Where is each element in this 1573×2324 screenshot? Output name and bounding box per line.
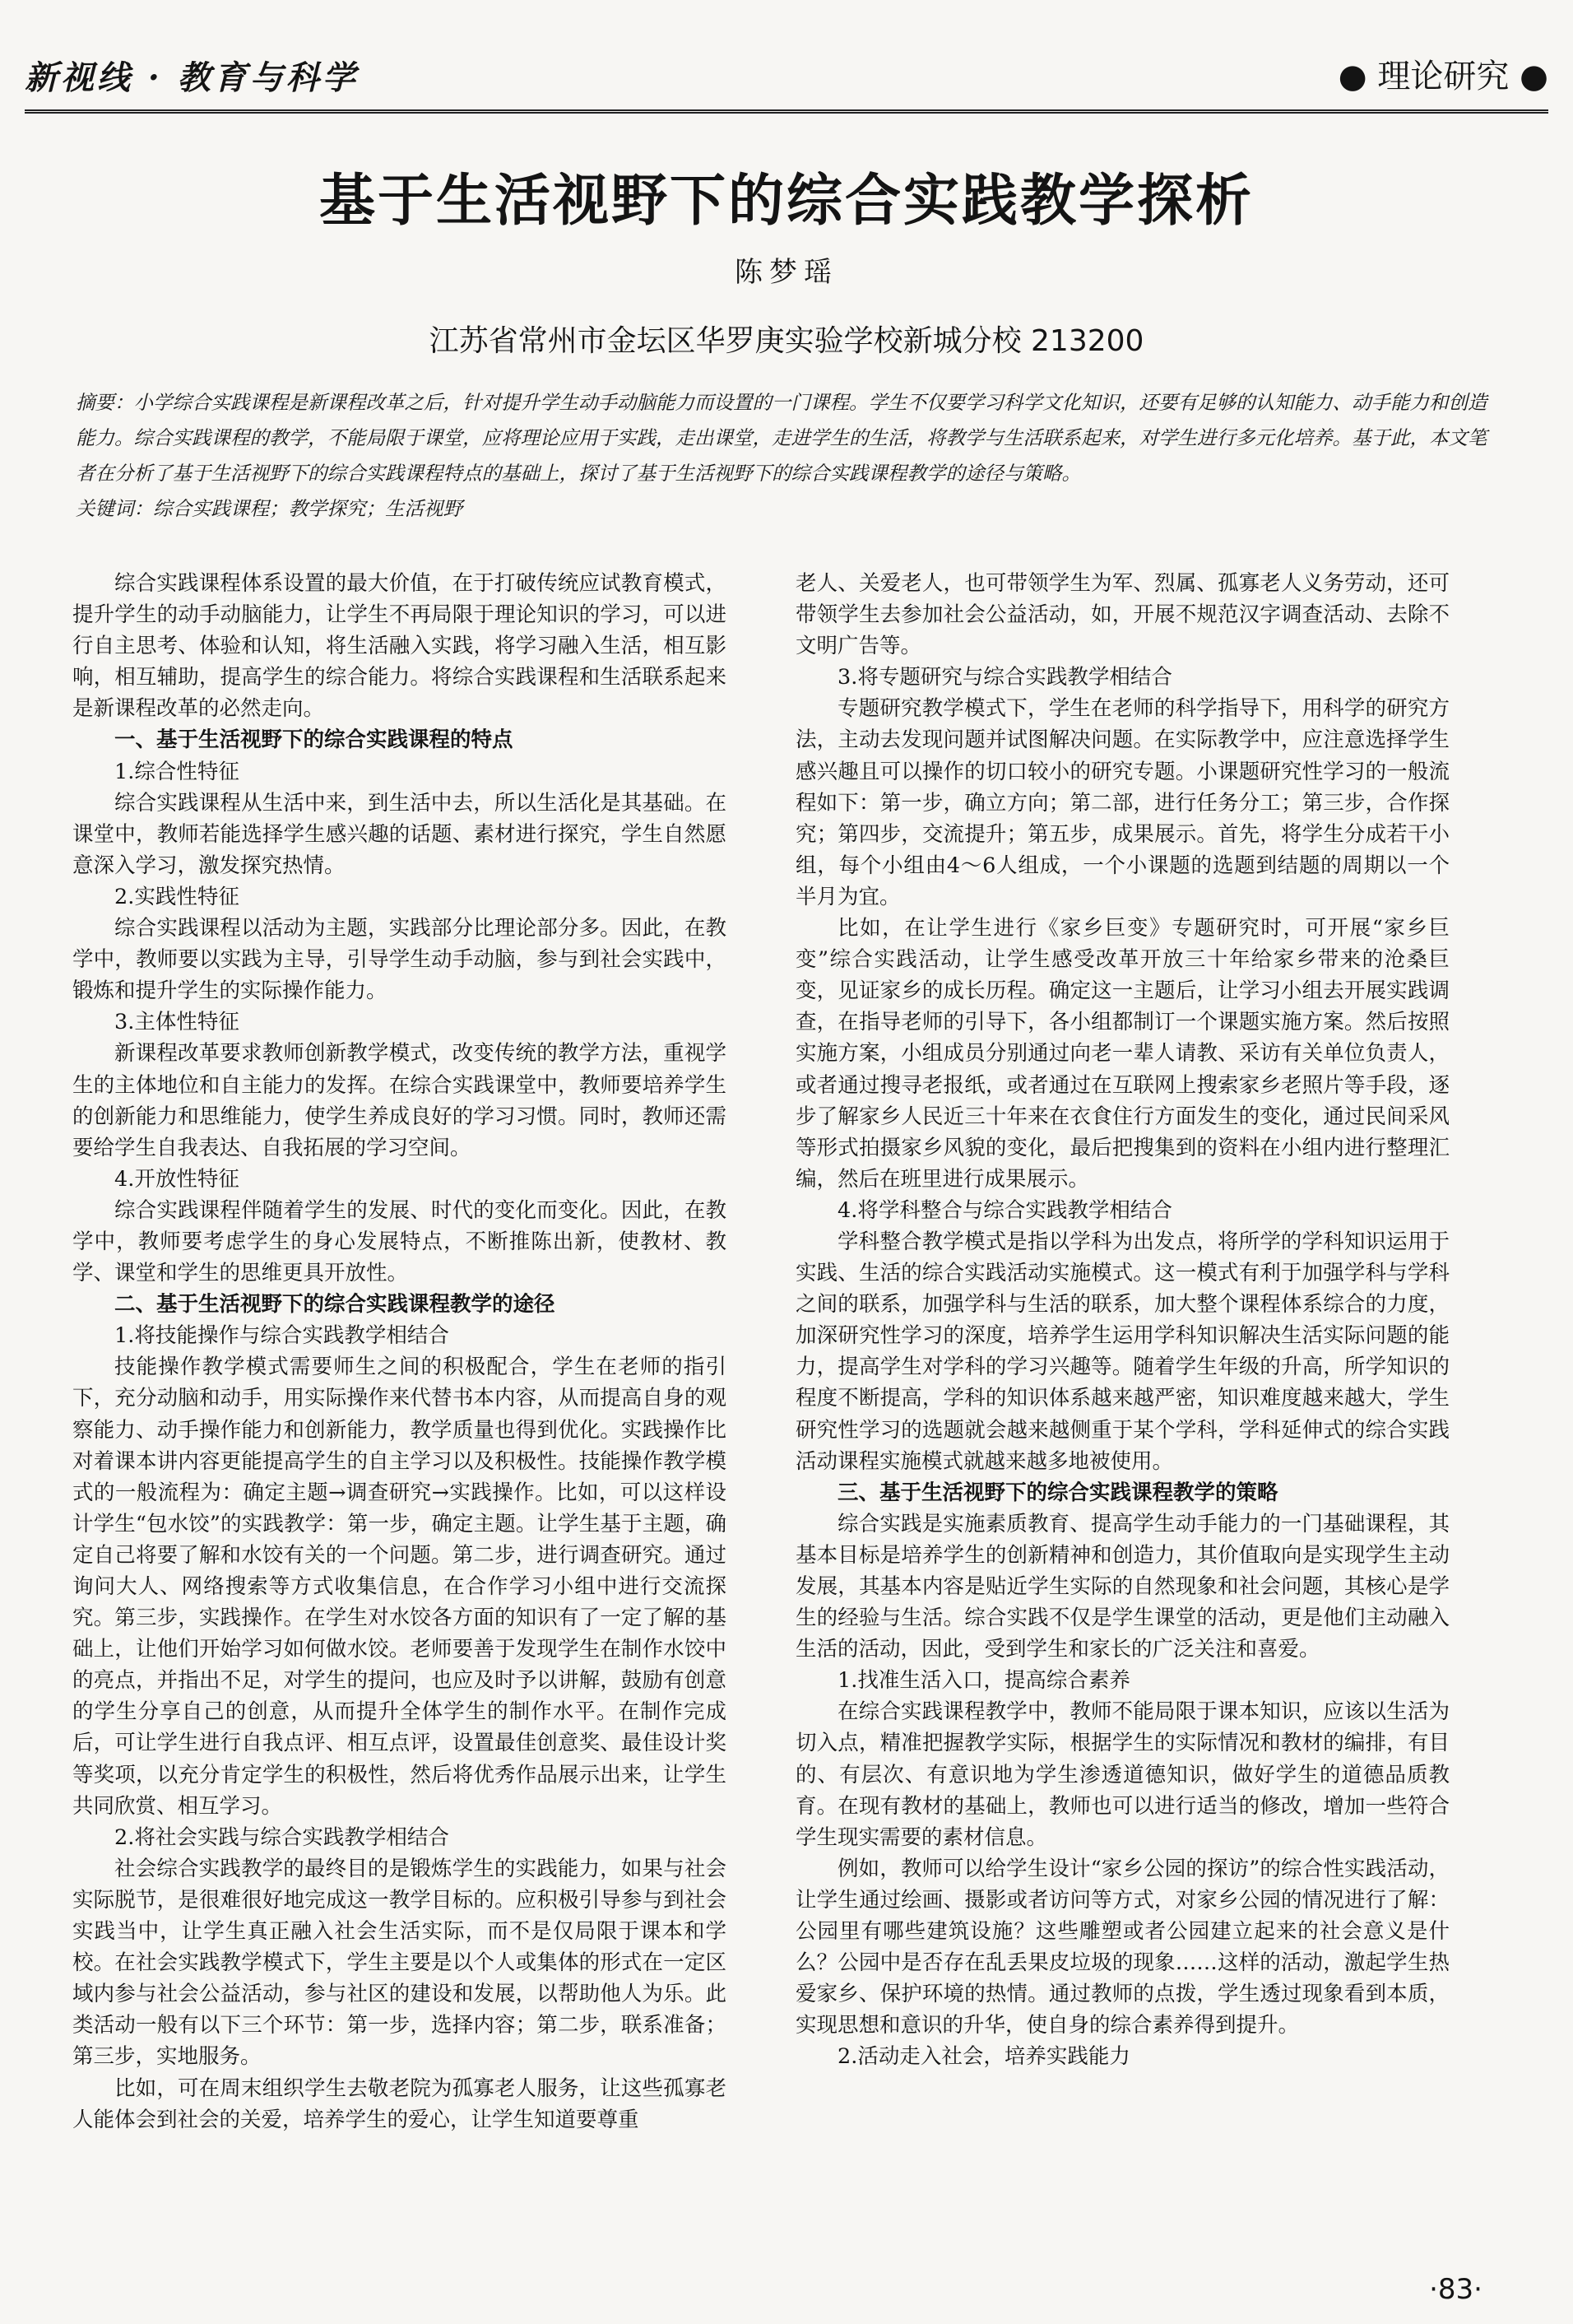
body-paragraph: 综合实践课程体系设置的最大价值，在于打破传统应试教育模式，提升学生的动手动脑能力，让学生不再局限于理论知识的学习，可以进行自主思考、体验和认知，将生活融入实践，将学习融入生活，相互影响，相互辅助，提高学生的综合能力。将综合实践课程和生活联系起来是新课程改革的必然走向。 <box>72 571 726 722</box>
body-paragraph: 新课程改革要求教师创新教学模式，改变传统的教学方法，重视学生的主体地位和自主能力的发挥。在综合实践课堂中，教师要培养学生的创新能力和思维能力，使学生养成良好的学习习惯。同时，教师还需要给学生自我表达、自我拓展的学习空间。 <box>72 1041 726 1160</box>
body-paragraph: 综合实践是实施素质教育、提高学生动手能力的一门基础课程，其基本目标是培养学生的创新精神和创造力，其价值取向是实现学生主动发展，其基本内容是贴近学生实际的自然现象和社会问题，其核心是学生的经验与生活。综合实践不仅是学生课堂的活动，更是他们主动融入生活的活动，因此，受到学生和家长的广泛关注和喜爱。 <box>796 1511 1450 1662</box>
subsection-heading: 3.主体性特征 <box>114 1010 239 1035</box>
journal-name: 新视线 · 教育与科学 <box>25 58 359 97</box>
body-paragraph: 学科整合教学模式是指以学科为出发点，将所学的学科知识运用于实践、生活的综合实践活动实施模式。这一模式有利于加强学科与学科之间的联系，加强学科与生活的联系，加大整个课程体系综合的力度，加深研究性学习的深度，培养学生运用学科知识解决生活实际问题的能力，提高学生对学科的学习兴趣等。随着学生年级的升高，所学知识的程度不断提高，学科的知识体系越来越严密，知识难度越来越大，学生研究性学习的选题就会越来越侧重于某个学科，学科延伸式的综合实践活动课程实施模式就越来越多地被使用。 <box>796 1229 1450 1474</box>
author-affiliation: 江苏省常州市金坛区华罗庚实验学校新城分校 213200 <box>429 324 1144 358</box>
subsection-heading: 2.实践性特征 <box>114 884 239 909</box>
subsection-heading: 1.综合性特征 <box>114 759 239 784</box>
header-rule <box>25 109 1548 114</box>
abstract-text: 摘要：小学综合实践课程是新课程改革之后，针对提升学生动手动脑能力而设置的一门课程。学生不仅要学习科学文化知识，还要有足够的认知能力、动手能力和创造能力。综合实践课程的教学，不能局限于课堂，应将理论应用于实践，走出课堂，走进学生的生活，将教学与生活联系起来，对学生进行多元化培养。基于此，本文笔者在分析了基于生活视野下的综合实践课程特点的基础上，探讨了基于生活视野下的综合实践课程教学的途径与策略。 <box>76 391 1487 485</box>
right-column <box>796 568 1450 2073</box>
section-heading: 二、基于生活视野下的综合实践课程教学的途径 <box>114 1292 555 1318</box>
subsection-heading: 4.开放性特征 <box>114 1166 239 1192</box>
body-paragraph: 例如，教师可以给学生设计“家乡公园的探访”的综合性实践活动，让学生通过绘画、摄影或者访问等方式，对家乡公园的情况进行了解：公园里有哪些建筑设施？这些雕塑或者公园建立起来的社会意义是什么？公园中是否存在乱丢果皮垃圾的现象……这样的活动，激起学生热爱家乡、保护环境的热情。通过教师的点拨，学生透过现象看到本质，实现思想和意识的升华，使自身的综合素养得到提升。 <box>796 1856 1450 2038</box>
subsection-heading: 1.将技能操作与综合实践教学相结合 <box>114 1323 449 1349</box>
body-paragraph: 综合实践课程从生活中来，到生活中去，所以生活化是其基础。在课堂中，教师若能选择学生感兴趣的话题、素材进行探究，学生自然愿意深入学习，激发探究热情。 <box>72 790 726 878</box>
page-header <box>25 45 1548 119</box>
subsection-heading: 2.将社会实践与综合实践教学相结合 <box>114 1824 449 1850</box>
subsection-heading: 1.找准生活入口，提高综合素养 <box>838 1668 1130 1694</box>
subsection-heading: 3.将专题研究与综合实践教学相结合 <box>838 665 1172 690</box>
subsection-heading: 2.活动走入社会，培养实践能力 <box>838 2044 1130 2070</box>
author-name: 陈梦瑶 <box>735 256 838 289</box>
body-paragraph: 在综合实践课程教学中，教师不能局限于课本知识，应该以生活为切入点，精准把握教学实际，根据学生的实际情况和教材的编排，有目的、有层次、有意识地为学生渗透道德知识，做好学生的道德品质教育。在现有教材的基础上，教师也可以进行适当的修改，增加一些符合学生现实需要的素材信息。 <box>796 1699 1450 1850</box>
page-number: ·83· <box>1429 2273 1483 2306</box>
body-paragraph: 老人、关爱老人，也可带领学生为军、烈属、孤寡老人义务劳动，还可带领学生去参加社会公益活动，如，开展不规范汉字调查活动、去除不文明广告等。 <box>796 571 1450 659</box>
keywords: 关键词：综合实践课程；教学探究；生活视野 <box>76 497 462 520</box>
left-column <box>72 568 726 2136</box>
section-heading: 三、基于生活视野下的综合实践课程教学的策略 <box>838 1480 1278 1505</box>
subsection-heading: 4.将学科整合与综合实践教学相结合 <box>838 1197 1172 1223</box>
body-paragraph: 技能操作教学模式需要师生之间的积极配合，学生在老师的指引下，充分动脑和动手，用实际操作来代替书本内容，从而提高自身的观察能力、动手操作能力和创新能力，教学质量也得到优化。实践操作比对着课本讲内容更能提高学生的自主学习以及积极性。技能操作教学模式的一般流程为：确定主题→调查研究→实践操作。比如，可以这样设计学生“包水饺”的实践教学：第一步，确定主题。让学生基于主题，确定自己将要了解和水饺有关的一个问题。第二步，进行调查研究。通过询问大人、网络搜索等方式收集信息，在合作学习小组中进行交流探究。第三步，实践操作。在学生对水饺各方面的知识有了一定了解的基础上，让他们开始学习如何做水饺。老师要善于发现学生在制作水饺中的亮点，并指出不足，对学生的提问，也应及时予以讲解，鼓励有创意的学生分享自己的创意，从而提升全体学生的制作水平。在制作完成后，可让学生进行自我点评、相互点评，设置最佳创意奖、最佳设计奖等奖项，以充分肯定学生的积极性，然后将优秀作品展示出来，让学生共同欣赏、相互学习。 <box>72 1355 726 1819</box>
body-paragraph: 比如，在让学生进行《家乡巨变》专题研究时，可开展“家乡巨变”综合实践活动，让学生感受改革开放三十年给家乡带来的沧桑巨变，见证家乡的成长历程。确定这一主题后，让学习小组去开展实践调查，在指导老师的引导下，各小组都制订一个课题实施方案。然后按照实施方案，小组成员分别通过向老一辈人请教、采访有关单位负责人，或者通过搜寻老报纸，或者通过在互联网上搜索家乡老照片等手段，逐步了解家乡人民近三十年来在衣食住行方面发生的变化，通过民间采风等形式拍摄家乡风貌的变化，最后把搜集到的资料在小组内进行整理汇编，然后在班里进行成果展示。 <box>796 916 1450 1192</box>
body-paragraph: 专题研究教学模式下，学生在老师的科学指导下，用科学的研究方法，主动去发现问题并试图解决问题。在实际教学中，应注意选择学生感兴趣且可以操作的切口较小的研究专题。小课题研究性学习的一般流程如下：第一步，确立方向；第二部，进行任务分工；第三步，合作探究；第四步，交流提升；第五步，成果展示。首先，将学生分成若干小组，每个小组由4～6人组成，一个小课题的选题到结题的周期以一个半月为宜。 <box>796 696 1450 909</box>
article-title: 基于生活视野下的综合实践教学探析 <box>318 168 1254 234</box>
body-paragraph: 比如，可在周末组织学生去敬老院为孤寡老人服务，让这些孤寡老人能体会到社会的关爱，培养学生的爱心，让学生知道要尊重 <box>72 2075 726 2132</box>
body-paragraph: 社会综合实践教学的最终目的是锻炼学生的实践能力，如果与社会实际脱节，是很难很好地完成这一教学目标的。应积极引导参与到社会实践当中，让学生真正融入社会生活实际，而不是仅局限于课本和学校。在社会实践教学模式下，学生主要是以个人或集体的形式在一定区域内参与社会公益活动，参与社区的建设和发展，以帮助他人为乐。此类活动一般有以下三个环节：第一步，选择内容；第二步，联系准备；第三步，实地服务。 <box>72 1856 726 2070</box>
body-paragraph: 综合实践课程以活动为主题，实践部分比理论部分多。因此，在教学中，教师要以实践为主导，引导学生动手动脑，参与到社会实践中，锻炼和提升学生的实际操作能力。 <box>72 916 726 1004</box>
section-label: ● 理论研究 ● <box>1338 58 1548 95</box>
section-heading: 一、基于生活视野下的综合实践课程的特点 <box>114 727 513 753</box>
abstract-block <box>76 385 1497 527</box>
body-paragraph: 综合实践课程伴随着学生的发展、时代的变化而变化。因此，在教学中，教师要考虑学生的身心发展特点，不断推陈出新，使教材、教学、课堂和学生的思维更具开放性。 <box>72 1197 726 1286</box>
